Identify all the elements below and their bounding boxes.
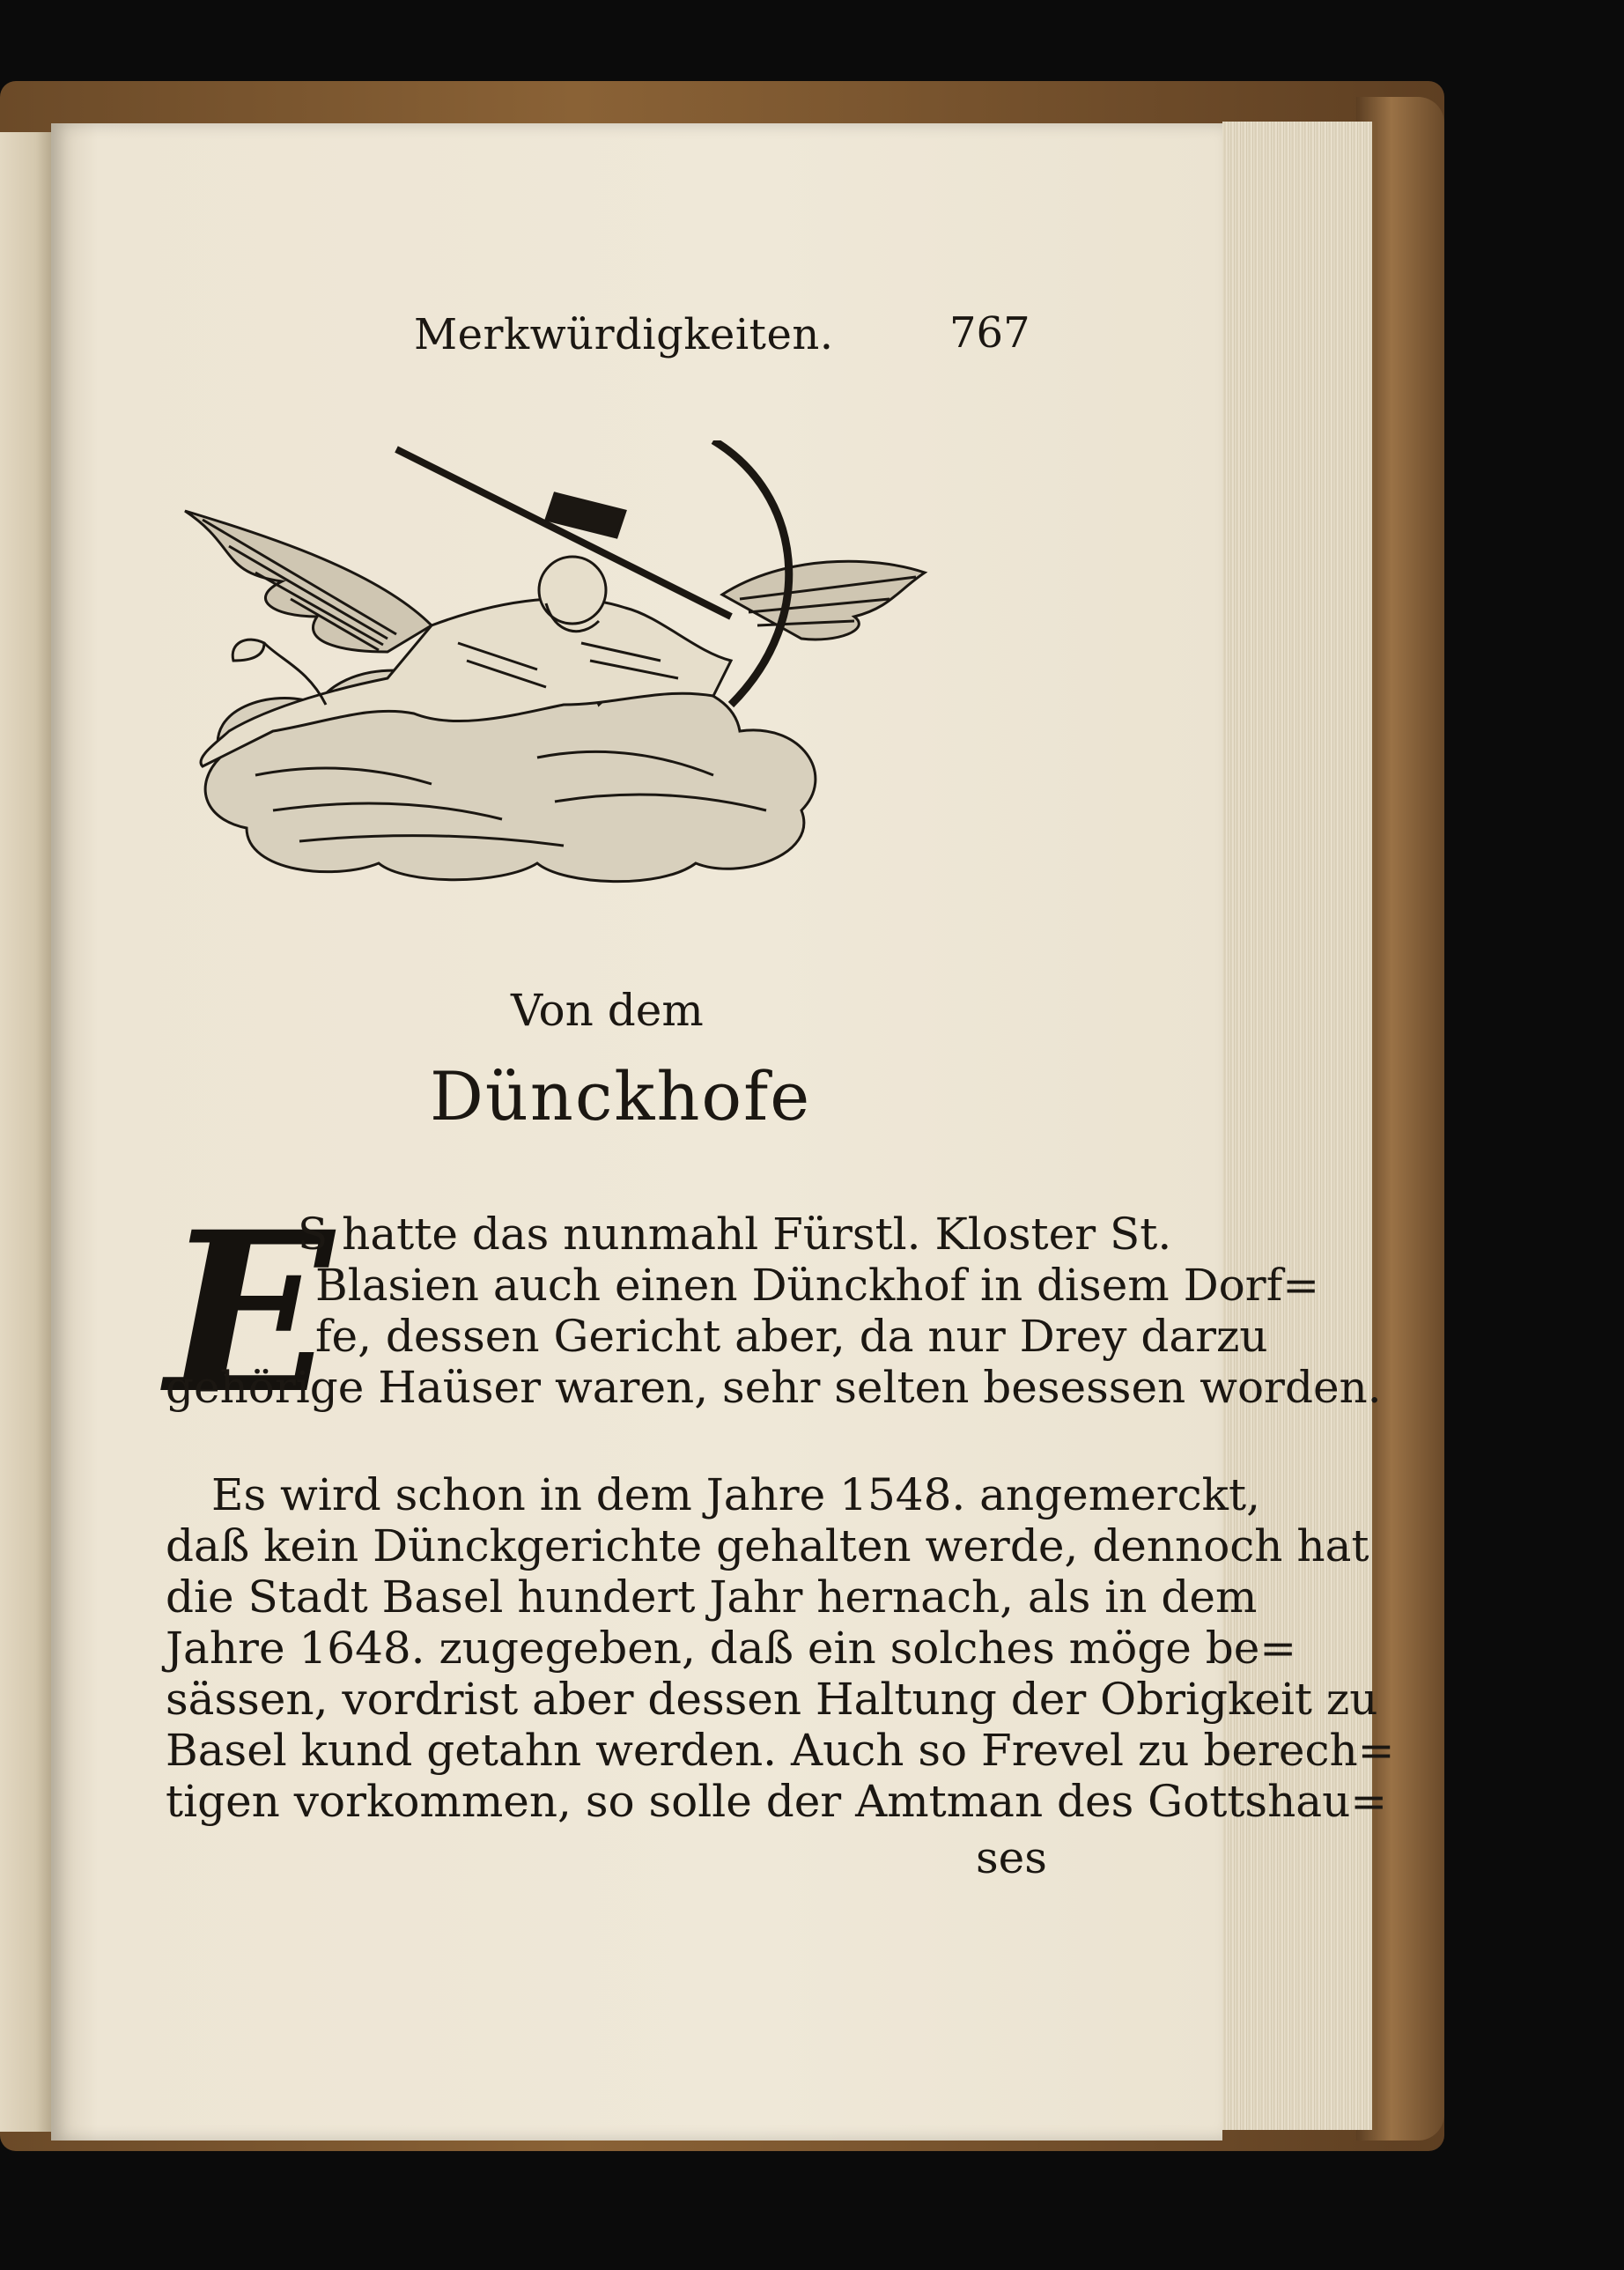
paragraph-line: Blasien auch einen Dünckhof in disem Dorf=	[315, 1260, 1320, 1311]
paragraph-line: Basel kund getahn werden. Auch so Frevel zu berech=	[166, 1725, 1395, 1776]
section-subtitle: Von dem	[511, 985, 704, 1036]
page-number: 767	[949, 308, 1030, 358]
paragraph-line: die Stadt Basel hundert Jahr hernach, als in dem	[166, 1571, 1258, 1623]
drop-cap-letter: E	[166, 1183, 334, 1442]
left-page-edge	[0, 132, 53, 2132]
paragraph-line: S hatte das nunmahl Fürstl. Kloster St.	[298, 1209, 1172, 1260]
paragraph-line: Es wird schon in dem Jahre 1548. angemerckt,	[211, 1469, 1260, 1520]
paragraph-line: Jahre 1648. zugegeben, daß ein solches möge be=	[166, 1623, 1297, 1674]
paragraph-line: tigen vorkommen, so solle der Amtman des Gottshau=	[166, 1776, 1388, 1827]
winged-father-time-woodcut-icon	[167, 440, 1030, 890]
running-head: Merkwürdigkeiten.	[414, 310, 834, 359]
paragraph-line: daß kein Dünckgerichte gehalten werde, dennoch hat	[166, 1520, 1369, 1571]
page-block-edges	[1222, 122, 1377, 2130]
paragraph-line: sässen, vordrist aber dessen Haltung der Obrigkeit zu	[166, 1674, 1378, 1725]
paragraph-line: fe, dessen Gericht aber, da nur Drey darzu	[315, 1311, 1268, 1362]
catchword: ses	[976, 1832, 1047, 1883]
section-title: Dünckhofe	[430, 1057, 812, 1135]
paragraph-line: gehörige Haüser waren, sehr selten besessen worden.	[166, 1362, 1382, 1413]
